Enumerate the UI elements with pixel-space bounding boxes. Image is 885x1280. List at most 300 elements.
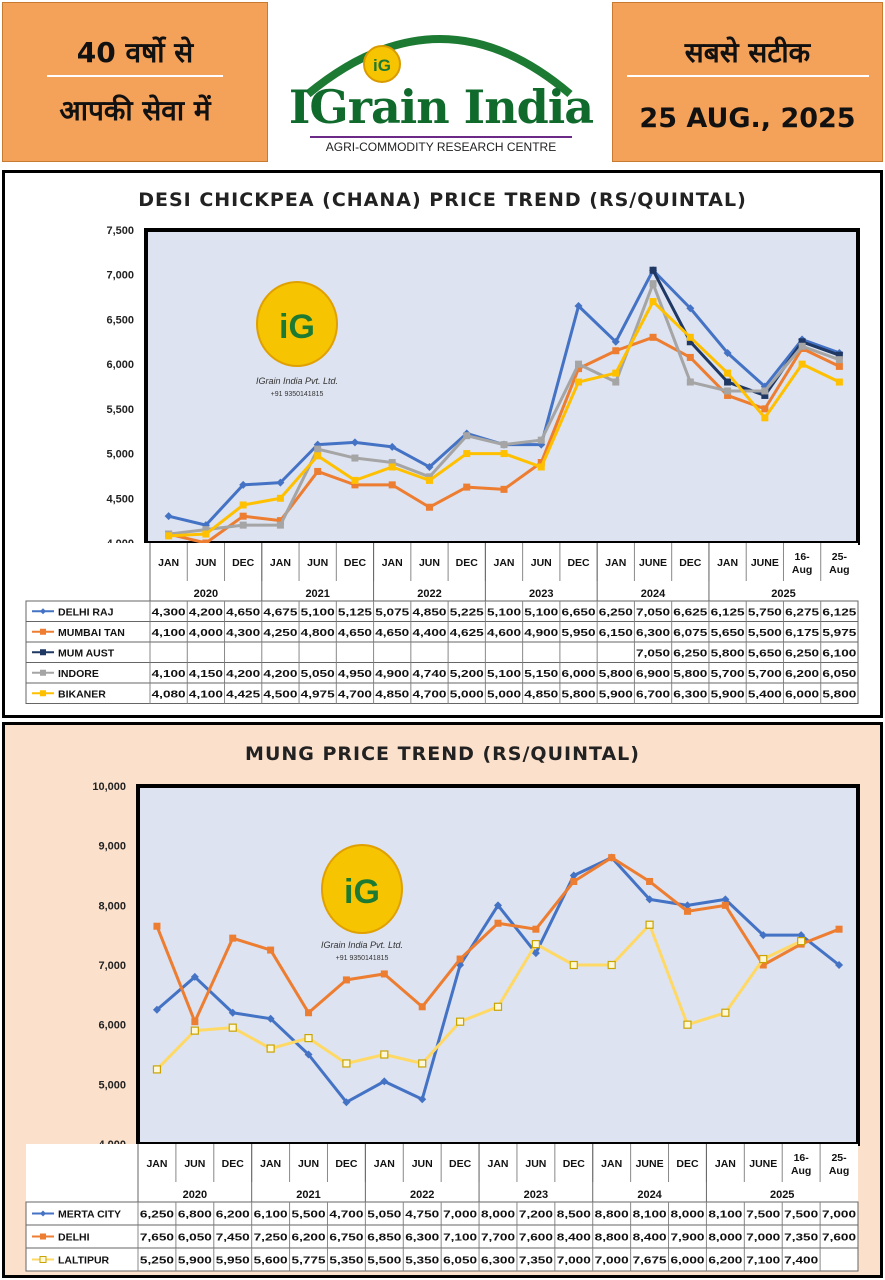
table-cell: 4,150 <box>188 667 224 680</box>
data-point <box>687 354 694 361</box>
legend-label: LALTIPUR <box>58 1254 110 1267</box>
legend-label: INDORE <box>58 667 99 680</box>
mung-watermark <box>321 845 403 962</box>
data-point <box>305 1009 312 1016</box>
table-cell: 7,050 <box>636 606 671 619</box>
y-tick-label: 9,000 <box>98 840 126 853</box>
chana-watermark <box>256 282 338 398</box>
data-point <box>799 343 806 350</box>
table-cell: 6,050 <box>177 1231 213 1244</box>
data-point <box>650 267 657 274</box>
data-point <box>457 956 464 963</box>
x-tick-label: Aug <box>829 564 850 576</box>
table-cell: 5,100 <box>524 606 559 619</box>
table-cell: 8,100 <box>632 1208 667 1221</box>
data-point <box>646 921 653 928</box>
table-cell: 4,700 <box>412 688 447 701</box>
table-cell: 5,400 <box>747 688 783 701</box>
x-tick-label: 25- <box>831 551 847 563</box>
table-cell: 4,080 <box>151 688 186 701</box>
legend-key-marker <box>40 690 46 696</box>
x-tick-label: 25- <box>831 1152 847 1164</box>
y-tick-label: 7,000 <box>106 269 134 282</box>
x-tick-label: JAN <box>260 1158 282 1170</box>
table-cell: 8,000 <box>708 1231 743 1244</box>
table-cell: 6,800 <box>177 1208 213 1221</box>
table-cell: 6,250 <box>139 1208 175 1221</box>
table-cell: 8,800 <box>594 1208 629 1221</box>
table-cell: 6,850 <box>367 1231 402 1244</box>
data-point <box>722 1009 729 1016</box>
data-point <box>202 531 209 538</box>
table-cell: 8,500 <box>556 1208 591 1221</box>
data-point <box>267 947 274 954</box>
table-cell: 5,000 <box>487 688 522 701</box>
table-cell: 5,900 <box>598 688 633 701</box>
table-cell: 5,150 <box>524 667 559 680</box>
table-cell: 5,800 <box>822 688 857 701</box>
data-point <box>314 446 321 453</box>
mung-chart <box>0 722 885 1278</box>
table-cell: 6,200 <box>785 667 820 680</box>
data-point <box>646 878 653 885</box>
data-point <box>501 441 508 448</box>
table-cell: 7,000 <box>556 1254 591 1267</box>
data-point <box>419 1003 426 1010</box>
table-cell: 6,250 <box>785 647 820 660</box>
data-point <box>229 935 236 942</box>
x-tick-label: JAN <box>373 1158 395 1170</box>
data-point <box>191 1027 198 1034</box>
legend-key-marker <box>40 629 46 635</box>
data-point <box>612 379 619 386</box>
x-tick-label: JUN <box>307 557 329 569</box>
x-tick-label: DEC <box>567 557 590 569</box>
table-cell: 7,500 <box>746 1208 781 1221</box>
table-cell: 4,700 <box>329 1208 364 1221</box>
data-point <box>532 926 539 933</box>
data-point <box>153 923 160 930</box>
table-cell: 4,000 <box>188 626 224 639</box>
x-tick-label: JAN <box>381 557 403 569</box>
x-tick-label: DEC <box>221 1158 244 1170</box>
data-point <box>722 902 729 909</box>
table-cell: 4,300 <box>226 626 261 639</box>
data-point <box>314 468 321 475</box>
table-cell: 6,150 <box>598 626 633 639</box>
x-tick-label: DEC <box>679 557 702 569</box>
data-point <box>463 432 470 439</box>
data-point <box>277 495 284 502</box>
table-cell: 5,100 <box>300 606 335 619</box>
data-point <box>760 956 767 963</box>
table-cell: 4,975 <box>300 688 335 701</box>
data-point <box>343 976 350 983</box>
table-cell: 4,600 <box>487 626 522 639</box>
table-cell: 6,000 <box>785 688 820 701</box>
data-point <box>836 363 843 370</box>
table-cell: 5,900 <box>177 1254 213 1267</box>
table-cell: 6,100 <box>253 1208 288 1221</box>
table-cell: 7,600 <box>518 1231 554 1244</box>
data-point <box>687 334 694 341</box>
x-tick-label: JAN <box>146 1158 168 1170</box>
data-point <box>351 477 358 484</box>
table-cell: 4,250 <box>263 626 298 639</box>
table-cell: 5,500 <box>367 1254 402 1267</box>
data-point <box>426 504 433 511</box>
x-tick-label: JAN <box>605 557 627 569</box>
data-point <box>538 463 545 470</box>
y-tick-label: 6,000 <box>106 359 134 372</box>
table-cell: 4,625 <box>449 626 484 639</box>
x-tick-label: JAN <box>487 1158 509 1170</box>
table-cell: 7,600 <box>822 1231 857 1244</box>
table-cell: 8,400 <box>632 1231 667 1244</box>
header-divider <box>627 75 869 77</box>
year-label: 2025 <box>769 1189 795 1201</box>
x-tick-label: JAN <box>601 1158 623 1170</box>
header-right-banner <box>612 2 883 162</box>
table-cell: 7,700 <box>481 1231 516 1244</box>
table-cell: 5,700 <box>747 667 783 680</box>
watermark-mark: iG <box>344 873 380 911</box>
year-label: 2025 <box>771 588 796 600</box>
table-cell: 7,675 <box>632 1254 667 1267</box>
y-tick-label: 5,500 <box>106 403 134 416</box>
table-cell: 4,300 <box>151 606 186 619</box>
table-cell: 4,400 <box>412 626 447 639</box>
table-cell: 4,650 <box>375 626 410 639</box>
data-point <box>724 387 731 394</box>
year-label: 2021 <box>305 588 330 600</box>
table-cell: 7,350 <box>518 1254 554 1267</box>
table-cell: 5,125 <box>337 606 373 619</box>
header-divider <box>47 75 223 77</box>
watermark-phone: +91 9350141815 <box>335 955 389 962</box>
data-point <box>836 926 843 933</box>
brand-subtitle: AGRI-COMMODITY RESEARCH CENTRE <box>310 136 572 154</box>
data-point <box>277 522 284 529</box>
table-cell: 6,175 <box>785 626 820 639</box>
x-tick-label: JUN <box>184 1158 206 1170</box>
table-cell: 5,050 <box>367 1208 402 1221</box>
x-tick-label: DEC <box>335 1158 358 1170</box>
table-cell: 7,400 <box>784 1254 819 1267</box>
table-cell: 5,975 <box>822 626 857 639</box>
x-tick-label: DEC <box>449 1158 472 1170</box>
data-point <box>684 1021 691 1028</box>
mung-plot-area <box>138 786 858 1144</box>
table-cell: 6,200 <box>215 1208 250 1221</box>
table-cell: 6,075 <box>673 626 708 639</box>
legend-label: BIKANER <box>58 688 106 701</box>
data-point <box>798 938 805 945</box>
table-cell: 4,850 <box>524 688 559 701</box>
legend-key-marker <box>40 1257 46 1263</box>
data-point <box>389 463 396 470</box>
data-point <box>501 486 508 493</box>
x-tick-label: JUN <box>525 1158 547 1170</box>
x-tick-label: DEC <box>676 1158 699 1170</box>
y-tick-label: 10,000 <box>92 781 126 793</box>
data-point <box>575 379 582 386</box>
data-point <box>608 854 615 861</box>
x-tick-label: DEC <box>343 557 367 569</box>
table-cell: 6,200 <box>708 1254 743 1267</box>
x-tick-label: JUNE <box>635 1158 664 1170</box>
table-cell: 8,800 <box>594 1231 629 1244</box>
watermark-mark: iG <box>279 308 315 346</box>
table-cell: 5,050 <box>300 667 335 680</box>
header-tagline-3: सबसे सटीक <box>684 36 811 69</box>
watermark-phone: +91 9350141815 <box>270 391 324 398</box>
y-tick-label: 4,500 <box>106 493 134 506</box>
table-cell: 5,350 <box>405 1254 440 1267</box>
table-cell: 6,300 <box>405 1231 440 1244</box>
x-tick-label: Aug <box>828 1165 850 1177</box>
table-cell: 6,050 <box>443 1254 478 1267</box>
legend-key-marker <box>40 670 46 676</box>
data-point <box>165 532 172 539</box>
table-cell: 8,100 <box>708 1208 743 1221</box>
table-cell: 8,000 <box>481 1208 516 1221</box>
data-point <box>836 356 843 363</box>
data-point <box>650 298 657 305</box>
legend-label: MERTA CITY <box>58 1208 121 1221</box>
data-point <box>240 522 247 529</box>
data-point <box>836 379 843 386</box>
x-tick-label: JAN <box>158 557 180 569</box>
data-point <box>761 414 768 421</box>
data-point <box>570 878 577 885</box>
y-tick-label: 8,000 <box>98 900 126 913</box>
data-point <box>351 455 358 462</box>
table-cell: 5,225 <box>449 606 484 619</box>
x-tick-label: JUNE <box>639 557 668 569</box>
x-tick-label: JUN <box>411 1158 433 1170</box>
brand-name: IGrain India <box>288 80 594 134</box>
table-cell: 7,650 <box>139 1231 175 1244</box>
table-cell: 6,275 <box>785 606 820 619</box>
data-point <box>495 920 502 927</box>
table-cell: 4,900 <box>524 626 559 639</box>
table-cell: 6,250 <box>598 606 633 619</box>
table-cell: 6,050 <box>822 667 857 680</box>
data-point <box>305 1035 312 1042</box>
data-point <box>389 481 396 488</box>
table-cell: 7,250 <box>253 1231 288 1244</box>
table-cell: 4,800 <box>300 626 335 639</box>
data-point <box>229 1024 236 1031</box>
data-point <box>761 405 768 412</box>
year-label: 2023 <box>523 1189 549 1201</box>
data-point <box>532 941 539 948</box>
table-cell: 6,100 <box>822 647 857 660</box>
data-point <box>650 334 657 341</box>
table-cell: 5,775 <box>291 1254 326 1267</box>
legend-key-marker <box>40 649 46 655</box>
data-point <box>608 962 615 969</box>
watermark-company: IGrain India Pvt. Ltd. <box>320 940 404 950</box>
table-cell: 5,500 <box>291 1208 326 1221</box>
x-tick-label: JUN <box>195 557 217 569</box>
table-cell: 5,800 <box>710 647 745 660</box>
table-cell: 5,100 <box>487 606 522 619</box>
data-point <box>799 361 806 368</box>
table-cell: 5,900 <box>710 688 745 701</box>
data-point <box>761 387 768 394</box>
table-cell: 5,950 <box>215 1254 250 1267</box>
year-label: 2023 <box>529 588 554 600</box>
year-label: 2022 <box>409 1189 435 1201</box>
data-point <box>426 477 433 484</box>
x-tick-label: 16- <box>794 551 810 563</box>
table-cell: 6,125 <box>710 606 745 619</box>
table-cell: 5,000 <box>449 688 484 701</box>
table-cell: 5,600 <box>253 1254 288 1267</box>
legend-label: MUMBAI TAN <box>58 626 125 639</box>
table-cell: 5,800 <box>673 667 708 680</box>
data-point <box>687 379 694 386</box>
table-cell: 7,050 <box>636 647 671 660</box>
data-point <box>538 437 545 444</box>
data-point <box>463 450 470 457</box>
chana-plot-area <box>146 230 858 543</box>
data-point <box>381 970 388 977</box>
y-tick-label: 6,000 <box>98 1019 126 1032</box>
table-cell: 6,125 <box>822 606 857 619</box>
logo-mark: iG <box>373 56 391 75</box>
table-cell: 4,900 <box>375 667 410 680</box>
table-cell: 7,100 <box>443 1231 478 1244</box>
table-cell: 4,200 <box>188 606 224 619</box>
chana-chart-title: DESI CHICKPEA (CHANA) PRICE TREND (RS/QUINTAL) <box>138 189 747 211</box>
data-point <box>650 280 657 287</box>
table-cell: 7,350 <box>784 1231 819 1244</box>
y-tick-label: 6,500 <box>106 314 134 327</box>
data-point <box>684 908 691 915</box>
data-point <box>724 379 731 386</box>
watermark-company: IGrain India Pvt. Ltd. <box>255 376 339 386</box>
table-cell: 5,075 <box>375 606 410 619</box>
data-point <box>191 1018 198 1025</box>
x-tick-label: JUNE <box>749 1158 778 1170</box>
table-cell: 5,350 <box>329 1254 364 1267</box>
table-cell: 5,650 <box>747 647 783 660</box>
data-point <box>314 452 321 459</box>
header-tagline-1: 40 वर्षो से <box>76 36 194 69</box>
table-cell: 7,000 <box>594 1254 629 1267</box>
legend-label: MUM AUST <box>58 647 115 660</box>
table-cell: 6,000 <box>670 1254 705 1267</box>
y-tick-label: 7,500 <box>106 225 134 237</box>
table-cell: 4,950 <box>337 667 373 680</box>
table-cell: 6,300 <box>636 626 671 639</box>
table-cell: 4,500 <box>263 688 298 701</box>
year-label: 2021 <box>296 1189 321 1201</box>
legend-label: DELHI <box>58 1231 90 1244</box>
data-point <box>612 370 619 377</box>
table-cell: 5,100 <box>487 667 522 680</box>
x-tick-label: JUN <box>298 1158 320 1170</box>
report-date: 25 AUG., 2025 <box>639 103 856 134</box>
table-cell: 7,000 <box>443 1208 478 1221</box>
table-cell: 7,100 <box>746 1254 781 1267</box>
table-cell: 4,200 <box>263 667 298 680</box>
table-cell: 5,250 <box>139 1254 175 1267</box>
table-cell: 5,950 <box>561 626 596 639</box>
table-cell: 7,000 <box>746 1231 781 1244</box>
data-point <box>495 1003 502 1010</box>
x-tick-label: 16- <box>793 1152 809 1164</box>
chana-chart <box>0 170 885 718</box>
table-cell: 6,300 <box>673 688 708 701</box>
data-point <box>240 501 247 508</box>
table-cell: 8,400 <box>556 1231 591 1244</box>
table-cell: 6,250 <box>673 647 708 660</box>
table-cell: 5,800 <box>561 688 596 701</box>
x-tick-label: JAN <box>714 1158 736 1170</box>
table-cell: 4,675 <box>263 606 298 619</box>
legend-key-marker <box>40 1234 46 1240</box>
data-point <box>575 361 582 368</box>
data-point <box>419 1060 426 1067</box>
data-point <box>501 450 508 457</box>
year-label: 2020 <box>182 1189 208 1201</box>
table-cell: 6,650 <box>561 606 596 619</box>
table-cell: 6,200 <box>291 1231 326 1244</box>
data-point <box>457 1018 464 1025</box>
data-point <box>463 484 470 491</box>
brand-logo <box>270 2 612 162</box>
table-cell: 4,650 <box>226 606 261 619</box>
x-tick-label: DEC <box>232 557 255 569</box>
year-label: 2022 <box>417 588 442 600</box>
table-cell: 7,200 <box>518 1208 554 1221</box>
table-cell: 5,700 <box>710 667 745 680</box>
y-tick-label: 7,000 <box>98 960 126 972</box>
x-tick-label: JAN <box>269 557 291 569</box>
data-point <box>612 347 619 354</box>
data-point <box>267 1045 274 1052</box>
x-tick-label: DEC <box>562 1158 585 1170</box>
year-label: 2020 <box>193 588 219 600</box>
table-cell: 5,200 <box>449 667 484 680</box>
table-cell: 4,100 <box>151 667 186 680</box>
x-tick-label: JUNE <box>750 557 779 569</box>
table-cell: 7,450 <box>215 1231 250 1244</box>
mung-chart-title: MUNG PRICE TREND (RS/QUINTAL) <box>245 743 640 765</box>
table-cell: 4,850 <box>375 688 410 701</box>
x-tick-label: JAN <box>493 557 515 569</box>
table-cell: 7,500 <box>784 1208 819 1221</box>
table-cell: 6,750 <box>329 1231 364 1244</box>
x-tick-label: JAN <box>717 557 739 569</box>
table-cell: 6,700 <box>636 688 671 701</box>
table-cell: 6,000 <box>561 667 596 680</box>
table-cell: 8,000 <box>670 1208 705 1221</box>
table-cell: 4,740 <box>412 667 447 680</box>
table-cell: 4,100 <box>188 688 224 701</box>
table-cell: 4,700 <box>337 688 373 701</box>
header-tagline-2: आपकी सेवा में <box>59 94 211 127</box>
x-tick-label: JUN <box>530 557 552 569</box>
table-cell: 5,500 <box>747 626 783 639</box>
x-tick-label: Aug <box>791 564 813 576</box>
data-point <box>724 370 731 377</box>
data-point <box>570 962 577 969</box>
